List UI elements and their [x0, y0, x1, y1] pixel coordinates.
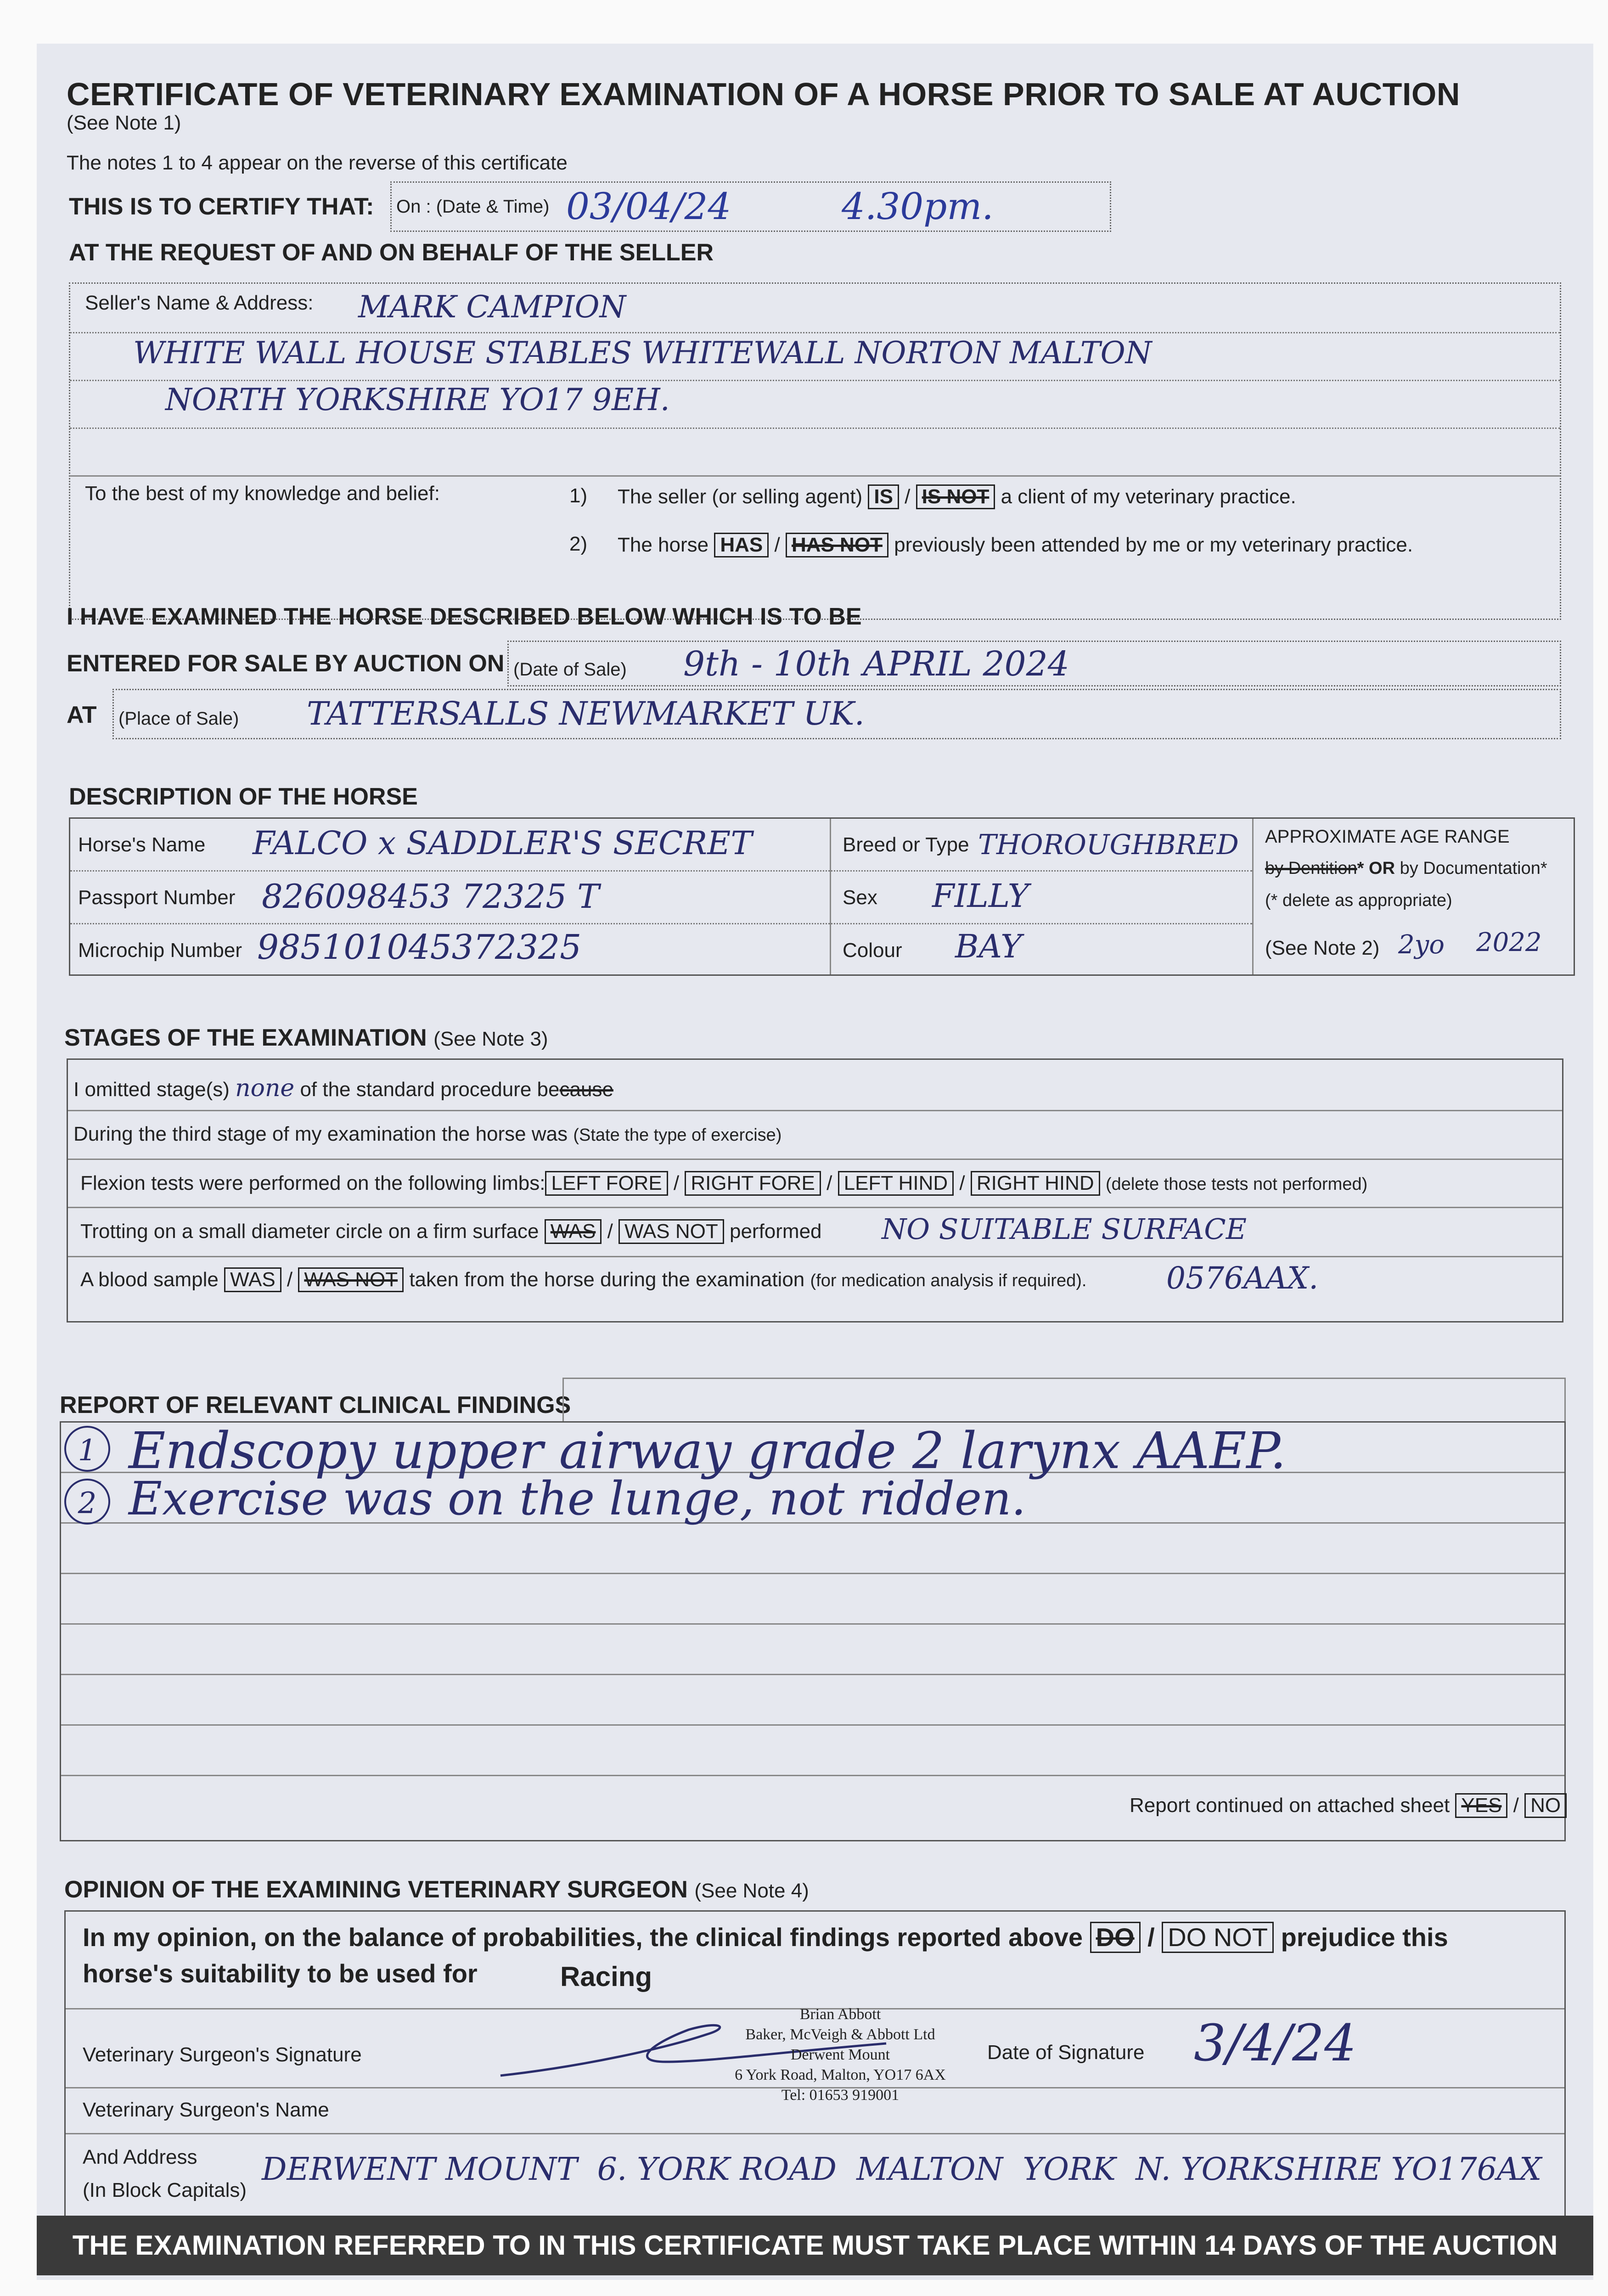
omitted-struck: cause: [559, 1078, 613, 1101]
blood-sample-row: A blood sample WAS / WAS NOT taken from the horse during the examination (for medication analysis if required).: [80, 1267, 1086, 1292]
stamp-practice: Baker, McVeigh & Abbott Ltd: [745, 2026, 935, 2043]
blood-post: taken from the horse during the examination: [409, 1268, 805, 1291]
age-or-label: * OR: [1357, 859, 1395, 878]
opinion-title-row: [64, 1876, 809, 1903]
age-see-note: (See Note 2): [1265, 937, 1380, 959]
opinion-title-note: (See Note 4): [694, 1880, 809, 1902]
knowledge-label: To the best of my knowledge and belief:: [85, 482, 440, 505]
age-method: [1265, 859, 1547, 878]
flexion-row: Flexion tests were performed on the following limbs: LEFT FORE / RIGHT FORE / LEFT HIND / RIGHT HIND (delete those tests not performed): [80, 1171, 1367, 1196]
vet-address-label: And Address: [83, 2146, 197, 2168]
see-note-1: (See Note 1): [67, 112, 181, 134]
trot-label: Trotting on a small diameter circle on a firm surface: [80, 1220, 539, 1243]
opinion-do-not-option[interactable]: DO NOT: [1162, 1922, 1274, 1953]
trot-post: performed: [729, 1220, 822, 1243]
certify-label: THIS IS TO CERTIFY THAT:: [69, 193, 374, 220]
continued-row: Report continued on attached sheet YES / NO: [1130, 1793, 1567, 1818]
seller-is-not-client-option[interactable]: IS NOT: [916, 484, 995, 509]
seller-client-post: a client of my veterinary practice.: [1001, 485, 1296, 508]
horse-name-label: Horse's Name: [78, 833, 206, 856]
sex-label: Sex: [843, 886, 877, 909]
examined-line: I HAVE EXAMINED THE HORSE DESCRIBED BELOW WHICH IS TO BE: [67, 603, 862, 630]
request-label: AT THE REQUEST OF AND ON BEHALF OF THE SELLER: [69, 239, 714, 266]
exam-date-value: 03/04/24: [566, 185, 731, 228]
stages-title: STAGES OF THE EXAMINATION: [64, 1024, 427, 1051]
trot-row: Trotting on a small diameter circle on a firm surface WAS / WAS NOT performed: [80, 1219, 822, 1244]
stamp-address: 6 York Road, Malton, YO17 6AX: [735, 2066, 946, 2083]
passport-value[interactable]: 826098453 72325 T: [262, 877, 600, 916]
omitted-pre: I omitted stage(s): [73, 1078, 230, 1101]
third-stage-row: [73, 1123, 782, 1146]
certificate-form: [37, 44, 1593, 2280]
age-year-value[interactable]: 2022: [1476, 928, 1542, 957]
at-label: AT: [67, 702, 97, 728]
certificate-title: CERTIFICATE OF VETERINARY EXAMINATION OF A HORSE PRIOR TO SALE AT AUCTION: [67, 76, 1460, 112]
seller-is-client-option[interactable]: IS: [868, 484, 899, 509]
opinion-do-option[interactable]: DO: [1090, 1922, 1141, 1953]
blood-note: (for medication analysis if required).: [810, 1271, 1087, 1290]
seller-address-line1[interactable]: WHITE WALL HOUSE STABLES WHITEWALL NORTON MALTON: [133, 335, 1152, 371]
microchip-label: Microchip Number: [78, 939, 242, 962]
date-time-label: On : (Date & Time): [396, 197, 550, 217]
right-hind-option[interactable]: RIGHT HIND: [971, 1171, 1100, 1196]
findings-title: REPORT OF RELEVANT CLINICAL FINDINGS: [60, 1392, 571, 1418]
sale-date-field[interactable]: [507, 641, 1561, 687]
opinion-title: OPINION OF THE EXAMINING VETERINARY SURGEON: [64, 1876, 688, 1903]
seller-address-line2[interactable]: NORTH YORKSHIRE YO17 9EH.: [165, 382, 670, 417]
horse-has-not-option[interactable]: HAS NOT: [786, 533, 888, 557]
opinion-text-pre: In my opinion, on the balance of probabilities, the clinical findings reported above: [83, 1923, 1083, 1952]
entered-for-sale-label: ENTERED FOR SALE BY AUCTION ON: [67, 650, 505, 677]
microchip-value[interactable]: 985101045372325: [257, 928, 582, 967]
omitted-post: of the standard procedure be: [300, 1078, 560, 1101]
omitted-stages-row: [73, 1075, 613, 1102]
trot-was-option[interactable]: WAS: [545, 1219, 602, 1244]
passport-label: Passport Number: [78, 886, 236, 909]
omitted-stages-value[interactable]: none: [235, 1075, 295, 1102]
breed-label: Breed or Type: [843, 833, 969, 856]
sale-date-value: 9th - 10th APRIL 2024: [683, 644, 1069, 684]
age-value[interactable]: 2yo: [1398, 930, 1445, 960]
continued-yes-option[interactable]: YES: [1455, 1793, 1507, 1818]
third-stage-note: (State the type of exercise): [573, 1125, 782, 1145]
finding-number-2: 2: [64, 1479, 110, 1525]
left-hind-option[interactable]: LEFT HIND: [838, 1171, 954, 1196]
continued-no-option[interactable]: NO: [1524, 1793, 1567, 1818]
blood-label: A blood sample: [80, 1268, 219, 1291]
seller-client-pre: The seller (or selling agent): [618, 485, 863, 508]
stamp-tel: Tel: 01653 919001: [781, 2087, 900, 2104]
finding-line-1[interactable]: Endscopy upper airway grade 2 larynx AAEP.: [129, 1421, 1287, 1480]
colour-label: Colour: [843, 939, 902, 962]
stages-title-row: [64, 1024, 548, 1052]
sale-place-field[interactable]: [112, 689, 1561, 739]
blood-sample-ref[interactable]: 0576AAX.: [1166, 1261, 1319, 1296]
horse-description-title: DESCRIPTION OF THE HORSE: [69, 783, 418, 810]
footer-banner: THE EXAMINATION REFERRED TO IN THIS CERTIFICATE MUST TAKE PLACE WITHIN 14 DAYS OF THE AUCTION: [37, 2216, 1593, 2275]
vet-address-value[interactable]: DERWENT MOUNT 6. YORK ROAD MALTON YORK N. YORKSHIRE YO176AX: [262, 2151, 1542, 2188]
blood-was-not-option[interactable]: WAS NOT: [298, 1267, 404, 1292]
date-time-field[interactable]: [390, 181, 1111, 232]
opinion-text-post: prejudice this: [1281, 1923, 1448, 1952]
stages-title-note: (See Note 3): [433, 1028, 548, 1050]
seller-name-value[interactable]: MARK CAMPION: [358, 289, 626, 325]
seller-client-statement: The seller (or selling agent) IS / IS NOT a client of my veterinary practice.: [618, 484, 1296, 509]
horse-attended-post: previously been attended by me or my veterinary practice.: [894, 534, 1413, 556]
third-stage-label: During the third stage of my examination the horse was: [73, 1123, 568, 1145]
finding-line-2[interactable]: Exercise was on the lunge, not ridden.: [129, 1472, 1026, 1525]
seller-name-label: Seller's Name & Address:: [85, 292, 314, 314]
flexion-note: (delete those tests not performed): [1105, 1175, 1368, 1194]
use-value[interactable]: Racing: [560, 1961, 652, 1992]
finding-number-1: 1: [64, 1426, 110, 1472]
horse-attended-pre: The horse: [618, 534, 709, 556]
opinion-line2: horse's suitability to be used for: [83, 1959, 478, 1988]
opinion-statement: In my opinion, on the balance of probabilities, the clinical findings reported above DO / DO NOT prejudice this: [83, 1922, 1448, 1953]
age-by-dentition-option[interactable]: by Dentition: [1265, 859, 1357, 878]
trot-was-not-option[interactable]: WAS NOT: [618, 1219, 724, 1244]
horse-name-value[interactable]: FALCO x SADDLER'S SECRET: [253, 824, 753, 862]
age-by-documentation-option[interactable]: by Documentation*: [1400, 859, 1547, 878]
trot-note-value[interactable]: NO SUITABLE SURFACE: [882, 1212, 1247, 1246]
flexion-label: Flexion tests were performed on the following limbs:: [80, 1172, 545, 1194]
knowledge-item1-num: 1): [569, 484, 588, 507]
vet-stamp: [680, 2004, 1001, 2105]
sale-place-value: TATTERSALLS NEWMARKET UK.: [307, 695, 865, 732]
notes-line: The notes 1 to 4 appear on the reverse of this certificate: [67, 152, 568, 174]
stamp-name: Brian Abbott: [799, 2006, 881, 2023]
stamp-house: Derwent Mount: [790, 2046, 890, 2063]
blood-was-option[interactable]: WAS: [224, 1267, 281, 1292]
exam-time-value: 4.30pm.: [842, 185, 994, 228]
date-of-signature-value[interactable]: 3/4/24: [1194, 2014, 1357, 2072]
horse-has-option[interactable]: HAS: [714, 533, 769, 557]
sale-place-label: (Place of Sale): [118, 709, 239, 729]
sale-date-label: (Date of Sale): [513, 659, 627, 680]
left-fore-option[interactable]: LEFT FORE: [545, 1171, 668, 1196]
sex-value[interactable]: FILLY: [932, 877, 1029, 915]
age-delete-note: (* delete as appropriate): [1265, 891, 1452, 910]
horse-attended-statement: The horse HAS / HAS NOT previously been attended by me or my veterinary practice.: [618, 533, 1413, 557]
knowledge-item2-num: 2): [569, 533, 588, 555]
signature-label: Veterinary Surgeon's Signature: [83, 2043, 362, 2066]
age-range-title: APPROXIMATE AGE RANGE: [1265, 827, 1510, 847]
breed-value[interactable]: THOROUGHBRED: [978, 829, 1239, 861]
vet-address-label2: (In Block Capitals): [83, 2179, 247, 2201]
continued-label: Report continued on attached sheet: [1130, 1794, 1450, 1817]
right-fore-option[interactable]: RIGHT FORE: [685, 1171, 821, 1196]
colour-value[interactable]: BAY: [955, 928, 1022, 965]
vet-name-label: Veterinary Surgeon's Name: [83, 2099, 329, 2121]
date-of-signature-label: Date of Signature: [987, 2041, 1145, 2064]
